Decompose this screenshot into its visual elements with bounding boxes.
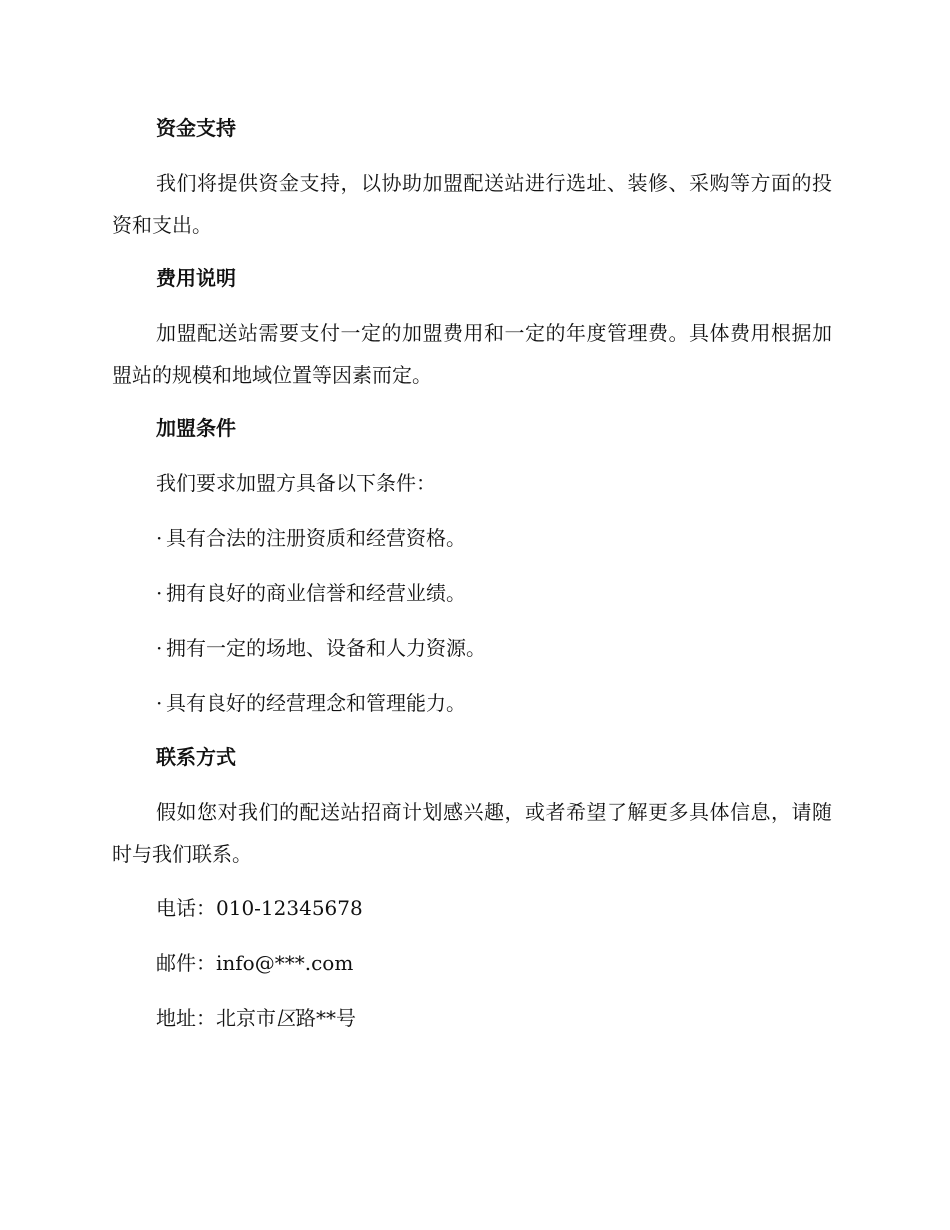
heading-conditions: 加盟条件 bbox=[156, 416, 236, 440]
contact-address bbox=[112, 997, 832, 1039]
contact-email: 邮件：info@***.com bbox=[156, 951, 354, 975]
list-item-text: 具有合法的注册资质和经营资格。 bbox=[166, 526, 466, 550]
paragraph-funding: 我们将提供资金支持，以协助加盟配送站进行选址、装修、采购等方面的投资和支出。 bbox=[112, 171, 832, 237]
paragraph-fees: 加盟配送站需要支付一定的加盟费用和一定的年度管理费。具体费用根据加盟站的规模和地域位置等因素而定。 bbox=[112, 321, 832, 387]
conditions-intro: 我们要求加盟方具备以下条件： bbox=[156, 471, 436, 495]
list-item bbox=[112, 682, 832, 724]
address-suffix: 路**号 bbox=[296, 1006, 356, 1030]
bullet-icon: · bbox=[156, 691, 163, 715]
list-item-text: 拥有一定的场地、设备和人力资源。 bbox=[166, 636, 486, 660]
list-item-text: 具有良好的经营理念和管理能力。 bbox=[166, 691, 466, 715]
contact-phone: 电话：010-12345678 bbox=[156, 896, 363, 920]
heading-fees: 费用说明 bbox=[156, 266, 236, 290]
bullet-icon: · bbox=[156, 636, 163, 660]
address-district: 区 bbox=[276, 1006, 296, 1030]
bullet-icon: · bbox=[156, 526, 163, 550]
list-item bbox=[112, 572, 832, 614]
list-item-text: 拥有良好的商业信誉和经营业绩。 bbox=[166, 581, 466, 605]
paragraph-contact: 假如您对我们的配送站招商计划感兴趣，或者希望了解更多具体信息，请随时与我们联系。 bbox=[112, 800, 832, 866]
document-content bbox=[112, 108, 832, 1052]
bullet-icon: · bbox=[156, 581, 163, 605]
heading-funding: 资金支持 bbox=[156, 116, 236, 140]
heading-contact: 联系方式 bbox=[156, 745, 236, 769]
address-prefix: 地址：北京市 bbox=[156, 1006, 276, 1030]
list-item bbox=[112, 517, 832, 559]
list-item bbox=[112, 627, 832, 669]
